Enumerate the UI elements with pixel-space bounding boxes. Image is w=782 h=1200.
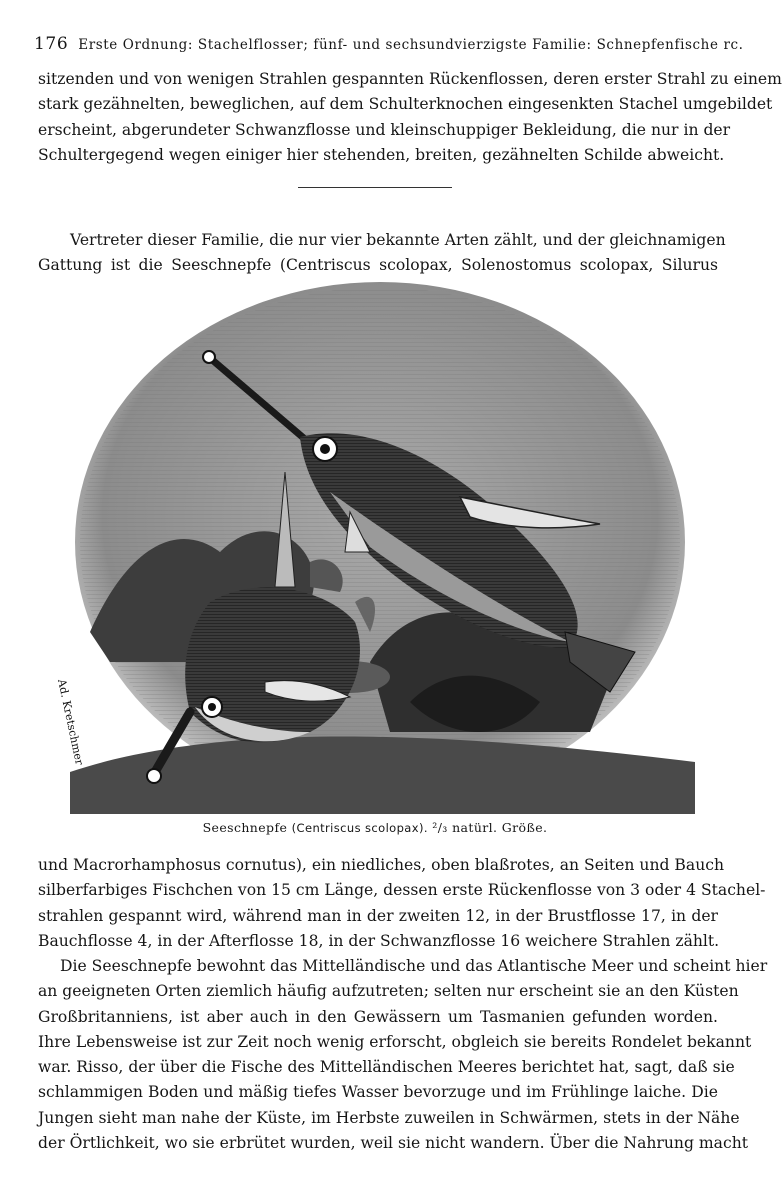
- text-line: stark gezähnelten, beweglichen, auf dem Schulterknochen eingesenkten Stachel umgebildet: [38, 95, 773, 114]
- text-line: silberfarbiges Fischchen von 15 cm Länge, dessen erste Rückenflosse von 3 oder 4 Stachel-: [38, 881, 766, 900]
- text-line: Großbritanniens, ist aber auch in den Gewässern um Tasmanien gefunden worden.: [38, 1007, 718, 1026]
- running-head-title: Erste Ordnung: Stachelflosser; fünf- und sechsundvierzigste Familie: Schnepfenfische rc.: [78, 37, 744, 53]
- engraving-illustration: [55, 302, 695, 814]
- text-line: Jungen sieht man nahe der Küste, im Herbste zuweilen in Schwärmen, stets in der Nähe: [38, 1108, 740, 1127]
- text-line: Schultergegend wegen einiger hier stehenden, breiten, gezähnelten Schilde abweicht.: [38, 145, 725, 164]
- caption-name: Seeschnepfe: [202, 820, 288, 835]
- text-line: an geeigneten Orten ziemlich häufig aufzutreten; selten nur erscheint sie an den Küsten: [38, 982, 739, 1001]
- final-paragraph: [38, 954, 768, 1156]
- text-line: strahlen gespannt wird, während man in der zweiten 12, in der Brustflosse 17, in der: [38, 906, 718, 925]
- figure-caption: [0, 820, 750, 835]
- text-line: war. Risso, der über die Fische des Mittelländischen Meeres berichtet hat, sagt, daß sie: [38, 1058, 735, 1077]
- continuation-paragraph: [38, 853, 766, 954]
- text-line: schlammigen Boden und mäßig tiefes Wasser bevorzuge und im Frühlinge laiche. Die: [38, 1083, 718, 1102]
- engraver-signature: Ad. Kretschmer: [55, 677, 86, 767]
- intro-paragraph: [38, 228, 726, 279]
- text-line: sitzenden und von wenigen Strahlen gespannten Rückenflossen, deren erster Strahl zu einem: [38, 70, 782, 88]
- text-line: Die Seeschnepfe bewohnt das Mittelländische und das Atlantische Meer und scheint hier: [60, 957, 768, 975]
- text-line: erscheint, abgerundeter Schwanzflosse und kleinschuppiger Bekleidung, die nur in der: [38, 120, 731, 139]
- text-line: Bauchflosse 4, in der Afterflosse 18, in der Schwanzflosse 16 weichere Strahlen zählt.: [38, 931, 720, 950]
- text-line: Gattung ist die Seeschnepfe (Centriscus scolopax, Solenostomus scolopax, Silurus: [38, 256, 718, 275]
- page-number: 176: [34, 34, 69, 54]
- text-line: der Örtlichkeit, wo sie erbrütet wurden, weil sie nicht wandern. Über die Nahrung macht: [38, 1134, 749, 1153]
- top-paragraph: [38, 67, 782, 168]
- section-divider: [298, 187, 452, 188]
- caption-size-note: ²/₃ natürl. Größe.: [432, 820, 548, 835]
- text-line: und Macrorhamphosus cornutus), ein niedliches, oben blaßrotes, an Seiten und Bauch: [38, 856, 725, 874]
- caption-latin-name: (Centriscus scolopax).: [291, 821, 428, 835]
- text-line: Ihre Lebensweise ist zur Zeit noch wenig erforscht, obgleich sie bereits Rondelet bekannt: [38, 1032, 752, 1051]
- running-head: [34, 34, 744, 54]
- text-line: Vertreter dieser Familie, die nur vier bekannte Arten zählt, und der gleichnamigen: [70, 231, 726, 249]
